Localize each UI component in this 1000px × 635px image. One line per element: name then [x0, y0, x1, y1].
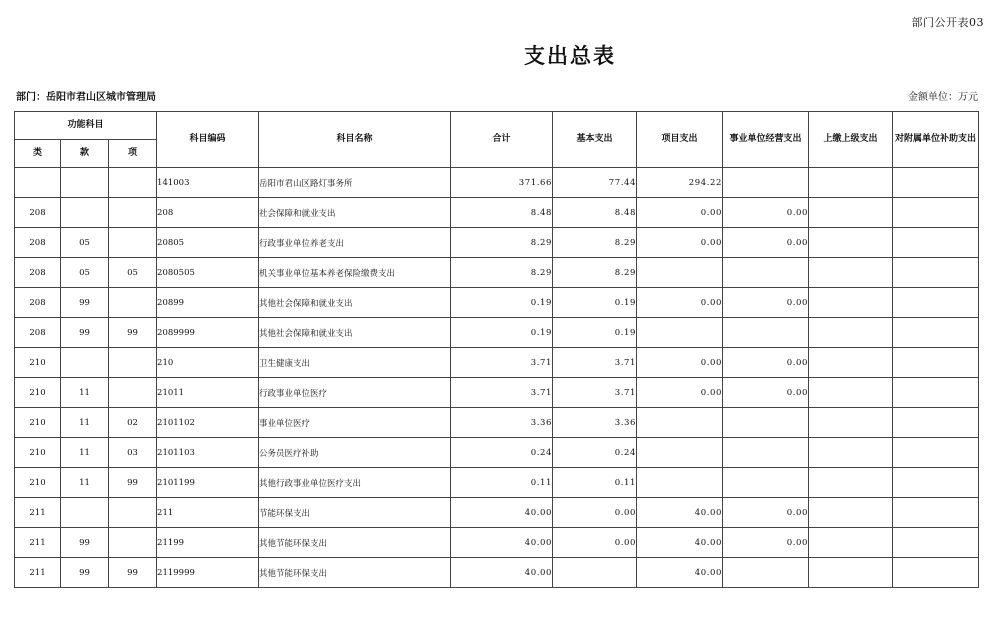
cell-remit-upper	[809, 228, 893, 258]
cell-subject-name: 节能环保支出	[259, 498, 451, 528]
cell-subject-code: 21199	[157, 528, 259, 558]
cell-subsidy	[893, 318, 979, 348]
cell-subject-code: 211	[157, 498, 259, 528]
cell-business: 0.00	[723, 348, 809, 378]
cell-business: 0.00	[723, 378, 809, 408]
table-row	[15, 498, 979, 528]
cell-subject-code: 2080505	[157, 258, 259, 288]
cell-subject-code: 20805	[157, 228, 259, 258]
cell-project: 40.00	[637, 498, 723, 528]
cell-lei: 210	[15, 378, 61, 408]
cell-subject-name: 行政事业单位医疗	[259, 378, 451, 408]
cell-total: 40.00	[451, 498, 553, 528]
cell-lei: 210	[15, 408, 61, 438]
cell-subject-name: 事业单位医疗	[259, 408, 451, 438]
cell-basic: 3.71	[553, 378, 637, 408]
cell-xiang: 99	[109, 468, 157, 498]
header-subject-name: 科目名称	[259, 112, 451, 168]
cell-subject-name: 其他社会保障和就业支出	[259, 288, 451, 318]
cell-project: 0.00	[637, 198, 723, 228]
cell-subject-code: 2101103	[157, 438, 259, 468]
cell-subsidy	[893, 558, 979, 588]
cell-total: 371.66	[451, 168, 553, 198]
table-row	[15, 408, 979, 438]
cell-kuan: 11	[61, 408, 109, 438]
cell-business: 0.00	[723, 198, 809, 228]
cell-business: 0.00	[723, 288, 809, 318]
cell-subject-code: 21011	[157, 378, 259, 408]
cell-subsidy	[893, 198, 979, 228]
table-row	[15, 558, 979, 588]
cell-xiang	[109, 528, 157, 558]
cell-basic: 8.29	[553, 258, 637, 288]
cell-subject-name: 行政事业单位养老支出	[259, 228, 451, 258]
cell-basic: 0.00	[553, 528, 637, 558]
cell-kuan: 11	[61, 438, 109, 468]
form-code: 部门公开表03	[911, 16, 984, 29]
cell-lei: 210	[15, 438, 61, 468]
cell-subsidy	[893, 438, 979, 468]
expenditure-table	[14, 111, 979, 588]
cell-business	[723, 258, 809, 288]
cell-project	[637, 258, 723, 288]
cell-subject-name: 社会保障和就业支出	[259, 198, 451, 228]
cell-xiang	[109, 168, 157, 198]
cell-basic: 3.36	[553, 408, 637, 438]
cell-business	[723, 168, 809, 198]
table-body	[15, 168, 979, 588]
amount-unit-label: 金额单位：万元	[908, 92, 978, 103]
cell-kuan: 99	[61, 528, 109, 558]
cell-xiang	[109, 498, 157, 528]
table-row	[15, 438, 979, 468]
cell-total: 3.71	[451, 378, 553, 408]
cell-lei: 211	[15, 558, 61, 588]
cell-lei	[15, 168, 61, 198]
header-remit-upper: 上缴上级支出	[809, 112, 893, 168]
cell-subject-name: 其他节能环保支出	[259, 528, 451, 558]
cell-basic: 0.24	[553, 438, 637, 468]
table-row	[15, 168, 979, 198]
cell-subsidy	[893, 258, 979, 288]
cell-subject-code: 2089999	[157, 318, 259, 348]
cell-business	[723, 468, 809, 498]
cell-business: 0.00	[723, 498, 809, 528]
cell-kuan: 05	[61, 258, 109, 288]
cell-basic: 8.29	[553, 228, 637, 258]
cell-basic: 0.00	[553, 498, 637, 528]
cell-remit-upper	[809, 348, 893, 378]
page-title: 支出总表	[524, 44, 616, 68]
cell-xiang: 05	[109, 258, 157, 288]
cell-project: 40.00	[637, 558, 723, 588]
cell-total: 8.29	[451, 228, 553, 258]
table-row	[15, 468, 979, 498]
cell-basic: 0.11	[553, 468, 637, 498]
cell-subject-name: 岳阳市君山区路灯事务所	[259, 168, 451, 198]
cell-subsidy	[893, 168, 979, 198]
cell-kuan: 99	[61, 558, 109, 588]
cell-kuan	[61, 198, 109, 228]
cell-remit-upper	[809, 498, 893, 528]
cell-total: 3.71	[451, 348, 553, 378]
cell-total: 40.00	[451, 558, 553, 588]
cell-subject-code: 2101102	[157, 408, 259, 438]
cell-subsidy	[893, 408, 979, 438]
cell-remit-upper	[809, 468, 893, 498]
cell-kuan	[61, 348, 109, 378]
cell-subsidy	[893, 528, 979, 558]
cell-basic: 0.19	[553, 288, 637, 318]
cell-project: 294.22	[637, 168, 723, 198]
cell-project: 0.00	[637, 378, 723, 408]
cell-business: 0.00	[723, 228, 809, 258]
cell-xiang: 02	[109, 408, 157, 438]
cell-kuan: 05	[61, 228, 109, 258]
table-row	[15, 378, 979, 408]
cell-subsidy	[893, 378, 979, 408]
cell-project	[637, 318, 723, 348]
table-row	[15, 228, 979, 258]
cell-subject-code: 141003	[157, 168, 259, 198]
cell-total: 8.29	[451, 258, 553, 288]
header-kuan: 款	[61, 140, 109, 168]
cell-subsidy	[893, 468, 979, 498]
cell-remit-upper	[809, 558, 893, 588]
cell-subject-code: 210	[157, 348, 259, 378]
cell-xiang	[109, 228, 157, 258]
cell-subject-code: 2119999	[157, 558, 259, 588]
cell-business	[723, 438, 809, 468]
cell-xiang	[109, 288, 157, 318]
cell-remit-upper	[809, 378, 893, 408]
cell-subject-code: 208	[157, 198, 259, 228]
cell-remit-upper	[809, 318, 893, 348]
header-lei: 类	[15, 140, 61, 168]
cell-xiang	[109, 198, 157, 228]
cell-kuan: 99	[61, 318, 109, 348]
cell-kuan: 11	[61, 378, 109, 408]
cell-xiang	[109, 348, 157, 378]
cell-kuan: 99	[61, 288, 109, 318]
cell-basic: 3.71	[553, 348, 637, 378]
table-row	[15, 348, 979, 378]
header-subsidy-affiliated: 对附属单位补助支出	[893, 112, 979, 168]
cell-project	[637, 438, 723, 468]
table-row	[15, 288, 979, 318]
cell-project: 0.00	[637, 348, 723, 378]
cell-xiang	[109, 378, 157, 408]
cell-basic	[553, 558, 637, 588]
cell-lei: 211	[15, 528, 61, 558]
cell-basic: 8.48	[553, 198, 637, 228]
cell-xiang: 99	[109, 558, 157, 588]
cell-subject-code: 2101199	[157, 468, 259, 498]
cell-remit-upper	[809, 198, 893, 228]
cell-basic: 77.44	[553, 168, 637, 198]
cell-subject-name: 其他社会保障和就业支出	[259, 318, 451, 348]
table-row	[15, 198, 979, 228]
header-basic-expenditure: 基本支出	[553, 112, 637, 168]
cell-subject-code: 20899	[157, 288, 259, 318]
header-project-expenditure: 项目支出	[637, 112, 723, 168]
header-total: 合计	[451, 112, 553, 168]
cell-total: 40.00	[451, 528, 553, 558]
cell-total: 0.11	[451, 468, 553, 498]
cell-lei: 208	[15, 228, 61, 258]
cell-project: 0.00	[637, 228, 723, 258]
header-functional-subject: 功能科目	[15, 112, 157, 140]
cell-business	[723, 318, 809, 348]
cell-total: 0.24	[451, 438, 553, 468]
cell-xiang: 03	[109, 438, 157, 468]
cell-total: 3.36	[451, 408, 553, 438]
cell-remit-upper	[809, 168, 893, 198]
cell-kuan	[61, 168, 109, 198]
header-xiang: 项	[109, 140, 157, 168]
department-label: 部门：岳阳市君山区城市管理局	[16, 92, 156, 103]
cell-remit-upper	[809, 438, 893, 468]
cell-business	[723, 408, 809, 438]
cell-total: 0.19	[451, 318, 553, 348]
cell-total: 0.19	[451, 288, 553, 318]
cell-lei: 208	[15, 258, 61, 288]
header-business-expenditure: 事业单位经营支出	[723, 112, 809, 168]
cell-project	[637, 468, 723, 498]
table-row	[15, 258, 979, 288]
cell-project	[637, 408, 723, 438]
table-row	[15, 318, 979, 348]
cell-lei: 208	[15, 198, 61, 228]
cell-subject-name: 卫生健康支出	[259, 348, 451, 378]
cell-subject-name: 其他行政事业单位医疗支出	[259, 468, 451, 498]
cell-lei: 208	[15, 288, 61, 318]
cell-subject-name: 机关事业单位基本养老保险缴费支出	[259, 258, 451, 288]
cell-business	[723, 558, 809, 588]
cell-subsidy	[893, 498, 979, 528]
cell-project: 0.00	[637, 288, 723, 318]
cell-remit-upper	[809, 408, 893, 438]
cell-lei: 210	[15, 348, 61, 378]
cell-basic: 0.19	[553, 318, 637, 348]
cell-subsidy	[893, 348, 979, 378]
header-subject-code: 科目编码	[157, 112, 259, 168]
cell-subsidy	[893, 228, 979, 258]
cell-business: 0.00	[723, 528, 809, 558]
cell-subsidy	[893, 288, 979, 318]
table-row	[15, 528, 979, 558]
cell-kuan	[61, 498, 109, 528]
cell-remit-upper	[809, 528, 893, 558]
cell-subject-name: 其他节能环保支出	[259, 558, 451, 588]
cell-total: 8.48	[451, 198, 553, 228]
cell-subject-name: 公务员医疗补助	[259, 438, 451, 468]
cell-remit-upper	[809, 288, 893, 318]
cell-remit-upper	[809, 258, 893, 288]
cell-lei: 210	[15, 468, 61, 498]
cell-xiang: 99	[109, 318, 157, 348]
cell-kuan: 11	[61, 468, 109, 498]
cell-lei: 211	[15, 498, 61, 528]
cell-lei: 208	[15, 318, 61, 348]
cell-project: 40.00	[637, 528, 723, 558]
